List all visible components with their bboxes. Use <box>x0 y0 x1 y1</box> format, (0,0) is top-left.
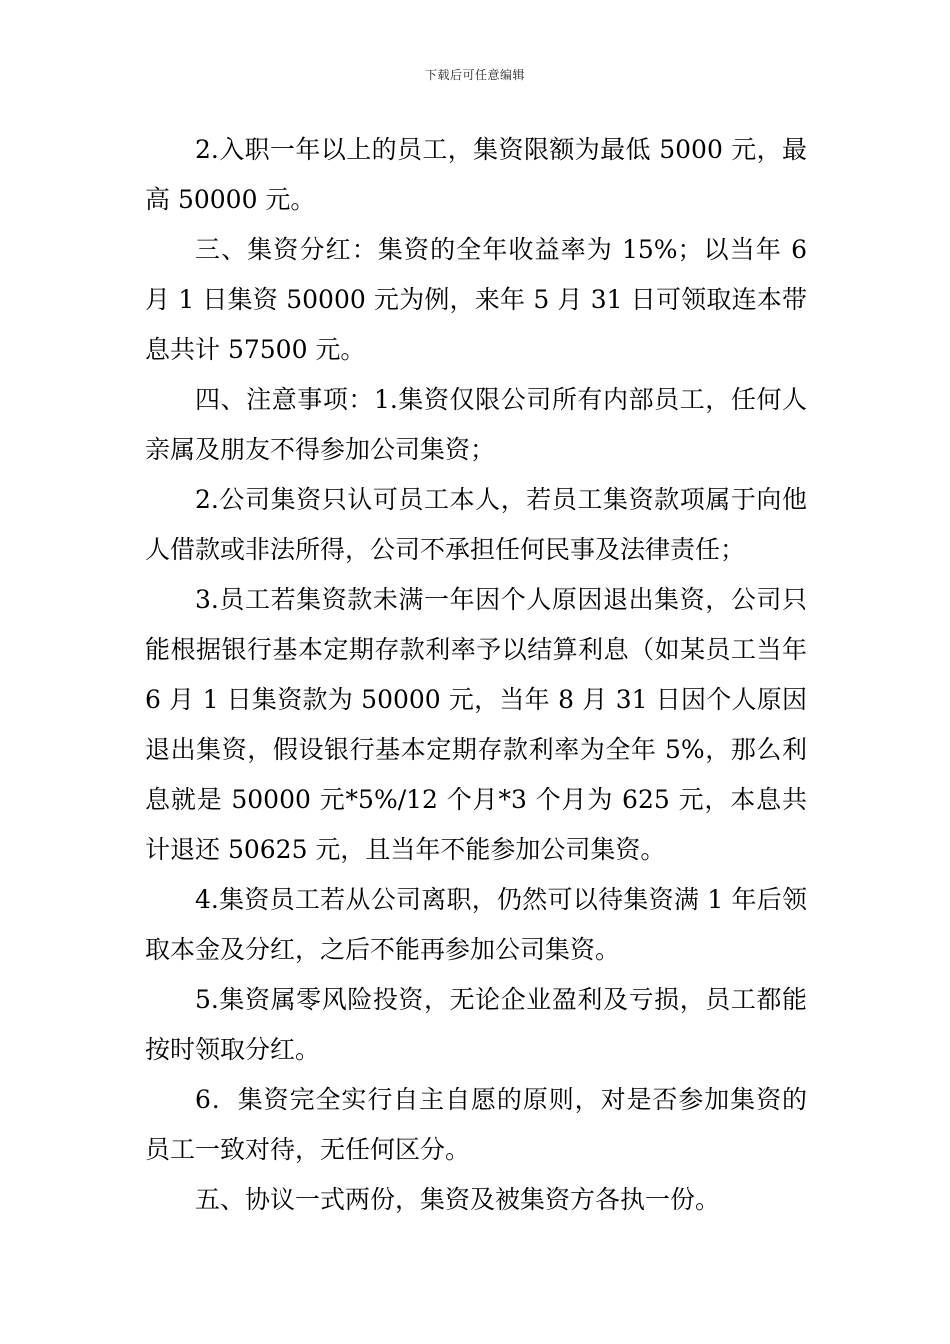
paragraph-5: 3.员工若集资款未满一年因个人原因退出集资，公司只能根据银行基本定期存款利率予以结算利息（如某员工当年 6 月 1 日集资款为 50000 元，当年 8 月 31 日因个人原因退出集资，假设银行基本定期存款利率为全年 5%，那么利息就是 50000 元*5%/12 个月*3 个月为 625 元，本息共计退还 50625 元，且当年不能参加公司集资。 <box>145 585 807 864</box>
document-body <box>145 125 807 1225</box>
paragraph-7: 5.集资属零风险投资，无论企业盈利及亏损，员工都能按时领取分红。 <box>145 985 807 1064</box>
paragraph-4: 2.公司集资只认可员工本人，若员工集资款项属于向他人借款或非法所得，公司不承担任何民事及法律责任； <box>145 485 807 564</box>
paragraph-1: 2.入职一年以上的员工，集资限额为最低 5000 元，最高 50000 元。 <box>145 135 807 214</box>
page-header: 下载后可任意编辑 <box>424 68 525 82</box>
paragraph-3: 四、注意事项：1.集资仅限公司所有内部员工，任何人亲属及朋友不得参加公司集资； <box>145 385 807 464</box>
paragraph-2: 三、集资分红：集资的全年收益率为 15%；以当年 6 月 1 日集资 50000 元为例，来年 5 月 31 日可领取连本带息共计 57500 元。 <box>145 235 807 364</box>
paragraph-9: 五、协议一式两份，集资及被集资方各执一份。 <box>195 1185 721 1214</box>
paragraph-6: 4.集资员工若从公司离职，仍然可以待集资满 1 年后领取本金及分红，之后不能再参加公司集资。 <box>145 885 807 964</box>
paragraph-8: 6．集资完全实行自主自愿的原则，对是否参加集资的员工一致对待，无任何区分。 <box>145 1085 807 1164</box>
